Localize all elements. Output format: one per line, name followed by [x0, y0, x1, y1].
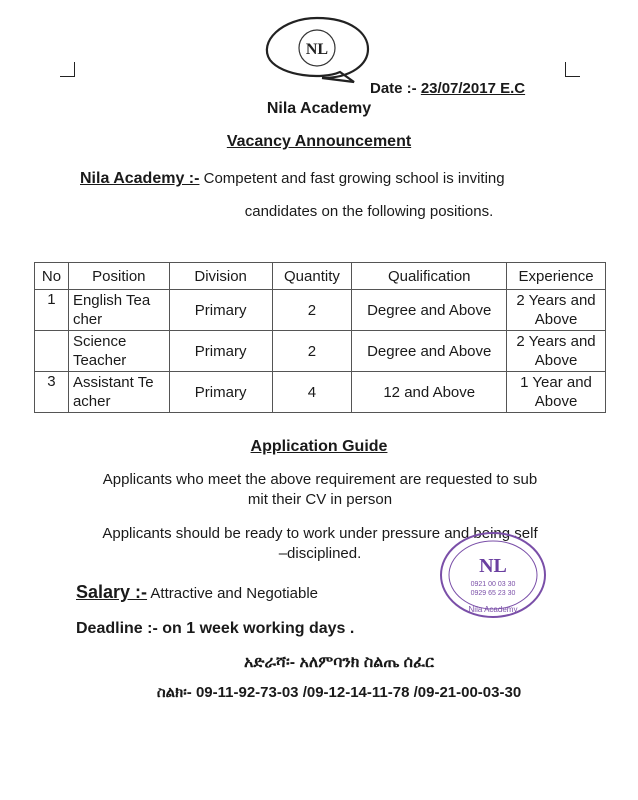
school-logo — [262, 14, 372, 84]
col-header-quantity: Quantity — [272, 263, 352, 290]
table-row — [35, 331, 606, 372]
stamp-ring-text: Nila Academy — [468, 605, 518, 614]
cell-position — [68, 331, 169, 372]
cell-qualification: 12 and Above — [352, 372, 507, 413]
cell-qualification: Degree and Above — [352, 290, 507, 331]
cell-division: Primary — [169, 331, 272, 372]
salary-label: Salary :- — [76, 582, 148, 602]
cell-no — [35, 331, 69, 372]
cell-experience-line1: 2 Years and — [516, 333, 596, 350]
cell-position-line1: Assistant Te — [72, 374, 154, 391]
cell-experience — [507, 331, 606, 372]
col-header-no: No — [35, 263, 69, 290]
col-header-position: Position — [68, 263, 169, 290]
guide-paragraph-1 — [78, 470, 562, 510]
cell-position-line2: acher — [72, 393, 111, 410]
stamp-phone-1: 0921 00 03 30 — [470, 581, 516, 588]
cell-experience-line2: Above — [534, 393, 578, 410]
cell-position — [68, 290, 169, 331]
cell-position-line2: cher — [72, 311, 103, 328]
cell-position — [68, 372, 169, 413]
vacancy-table — [34, 262, 606, 413]
guide-p2-line2: –disciplined. — [278, 545, 362, 562]
cell-quantity: 2 — [272, 331, 352, 372]
cell-position-line1: Science — [72, 333, 127, 350]
cell-no: 1 — [35, 290, 69, 331]
phone-line: ስልክ፡- 09-11-92-73-03 /09-12-14-11-78 /09-21-00-03-30 — [156, 684, 522, 701]
logo-initials: NL — [305, 41, 329, 58]
col-header-qualification: Qualification — [352, 263, 507, 290]
table-row — [35, 372, 606, 413]
cell-division: Primary — [169, 372, 272, 413]
col-header-division: Division — [169, 263, 272, 290]
guide-p1-line2: mit their CV in person — [247, 491, 393, 508]
school-stamp — [438, 530, 548, 620]
cell-quantity: 4 — [272, 372, 352, 413]
date-row — [370, 80, 525, 97]
address-line: አድራሻ፡- አለምባንክ ስልጤ ሰፈር — [244, 654, 434, 671]
cell-experience-line1: 1 Year and — [520, 374, 592, 391]
cell-quantity: 2 — [272, 290, 352, 331]
table-row — [35, 290, 606, 331]
cell-position-line1: English Tea — [72, 292, 151, 309]
cell-division: Primary — [169, 290, 272, 331]
guide-p1-line1: Applicants who meet the above requirement are requested to sub — [102, 471, 538, 488]
corner-mark-left — [60, 62, 75, 77]
table-header-row — [35, 263, 606, 290]
intro-text-2: candidates on the following positions. — [244, 203, 494, 220]
salary-value: Attractive and Negotiable — [150, 585, 318, 602]
cell-qualification: Degree and Above — [352, 331, 507, 372]
cell-no: 3 — [35, 372, 69, 413]
date-label: Date :- — [370, 80, 417, 97]
cell-experience — [507, 372, 606, 413]
stamp-phone-2: 0929 65 23 30 — [470, 590, 516, 597]
guide-p2-line1: Applicants should be ready to work under pressure and being self — [102, 525, 538, 542]
cell-experience — [507, 290, 606, 331]
application-guide-title: Application Guide — [250, 438, 388, 455]
corner-mark-right — [565, 62, 580, 77]
cell-experience-line2: Above — [534, 352, 578, 369]
announcement-title: Vacancy Announcement — [226, 133, 412, 150]
salary-line — [76, 582, 318, 603]
deadline-line: Deadline :- on 1 week working days . — [76, 620, 355, 637]
cell-experience-line2: Above — [534, 311, 578, 328]
stamp-initials: NL — [479, 555, 507, 577]
intro-org-label: Nila Academy :- — [80, 170, 200, 187]
intro-line — [80, 170, 505, 188]
cell-position-line2: Teacher — [72, 352, 127, 369]
cell-experience-line1: 2 Years and — [516, 292, 596, 309]
school-name: Nila Academy — [266, 100, 372, 117]
date-value: 23/07/2017 E.C — [420, 80, 526, 97]
intro-text-1: Competent and fast growing school is inviting — [203, 170, 505, 187]
col-header-experience: Experience — [507, 263, 606, 290]
